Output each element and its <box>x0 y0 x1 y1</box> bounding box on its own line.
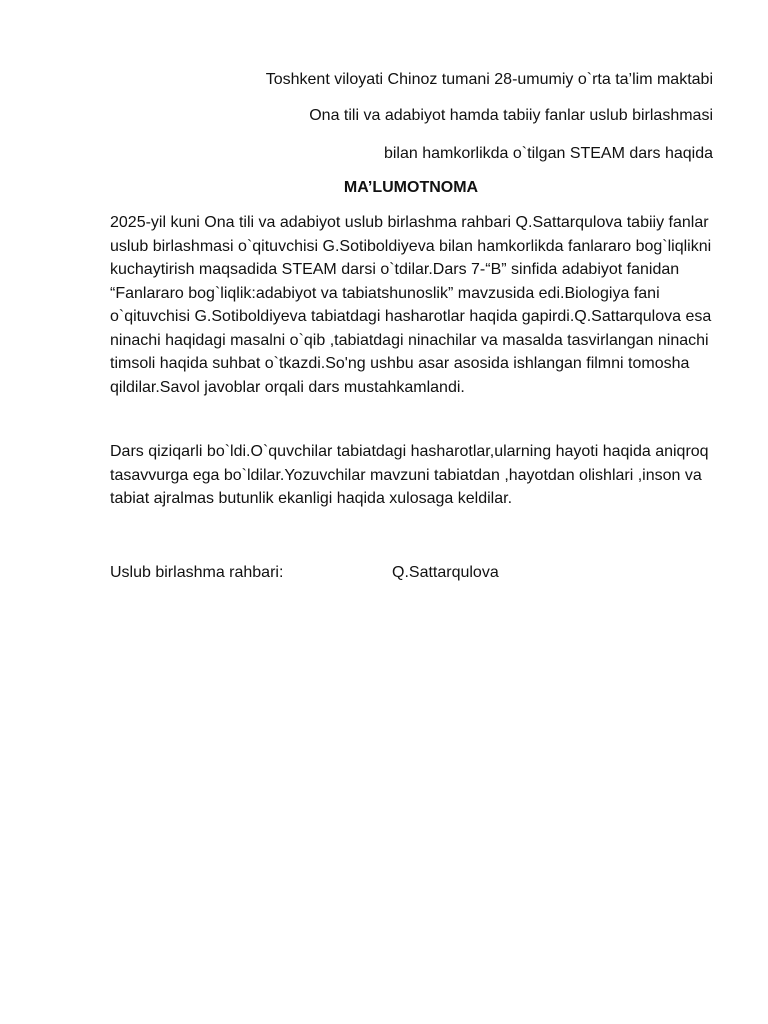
body-paragraph-1: 2025-yil kuni Ona tili va adabiyot uslub birlashma rahbari Q.Sattarqulova tabiiy fanlar uslub birlashmasi o`qituvchisi G.Sotiboldiyeva bilan hamkorlikda fanlararo bog`liqlikni kuchaytirish maqsadida STEAM darsi o`tdilar.Dars 7-“B” sinfida adabiyot fanidan “Fanlararo bog`liqlik:adabiyot va tabiatshunoslik” mavzusida edi.Biologiya fani o`qituvchisi G.Sotiboldiyeva tabiatdagi hasharotlar haqida gapirdi.Q.Sattarqulova esa ninachi haqidagi masalni o`qib ,tabiatdagi ninachilar va masalda tasvirlangan ninachi timsoli haqida suhbat o`tkazdi.So'ng ushbu asar asosida ishlangan filmni tomosha qildilar.Savol javoblar orqali dars mustahkamlandi. <box>110 214 712 396</box>
school-name-line: Toshkent viloyati Chinoz tumani 28-umumiy o`rta ta’lim maktabi <box>265 71 713 88</box>
signature-label: Uslub birlashma rahbari: <box>110 564 284 581</box>
body-paragraph-2: Dars qiziqarli bo`ldi.O`quvchilar tabiatdagi hasharotlar,ularning hayoti haqida aniqroq tasavvurga ega bo`ldilar.Yozuvchilar mavzuni tabiatdan ,hayotdan olishlari ,inson va tabiat ajralmas butunlik ekanligi haqida xulosaga keldilar. <box>110 443 709 507</box>
association-line: Ona tili va adabiyot hamda tabiiy fanlar uslub birlashmasi <box>309 107 713 124</box>
lesson-subject-line: bilan hamkorlikda o`tilgan STEAM dars haqida <box>383 145 713 162</box>
document-title: MA’LUMOTNOMA <box>343 179 479 196</box>
signature-name: Q.Sattarqulova <box>392 564 499 581</box>
